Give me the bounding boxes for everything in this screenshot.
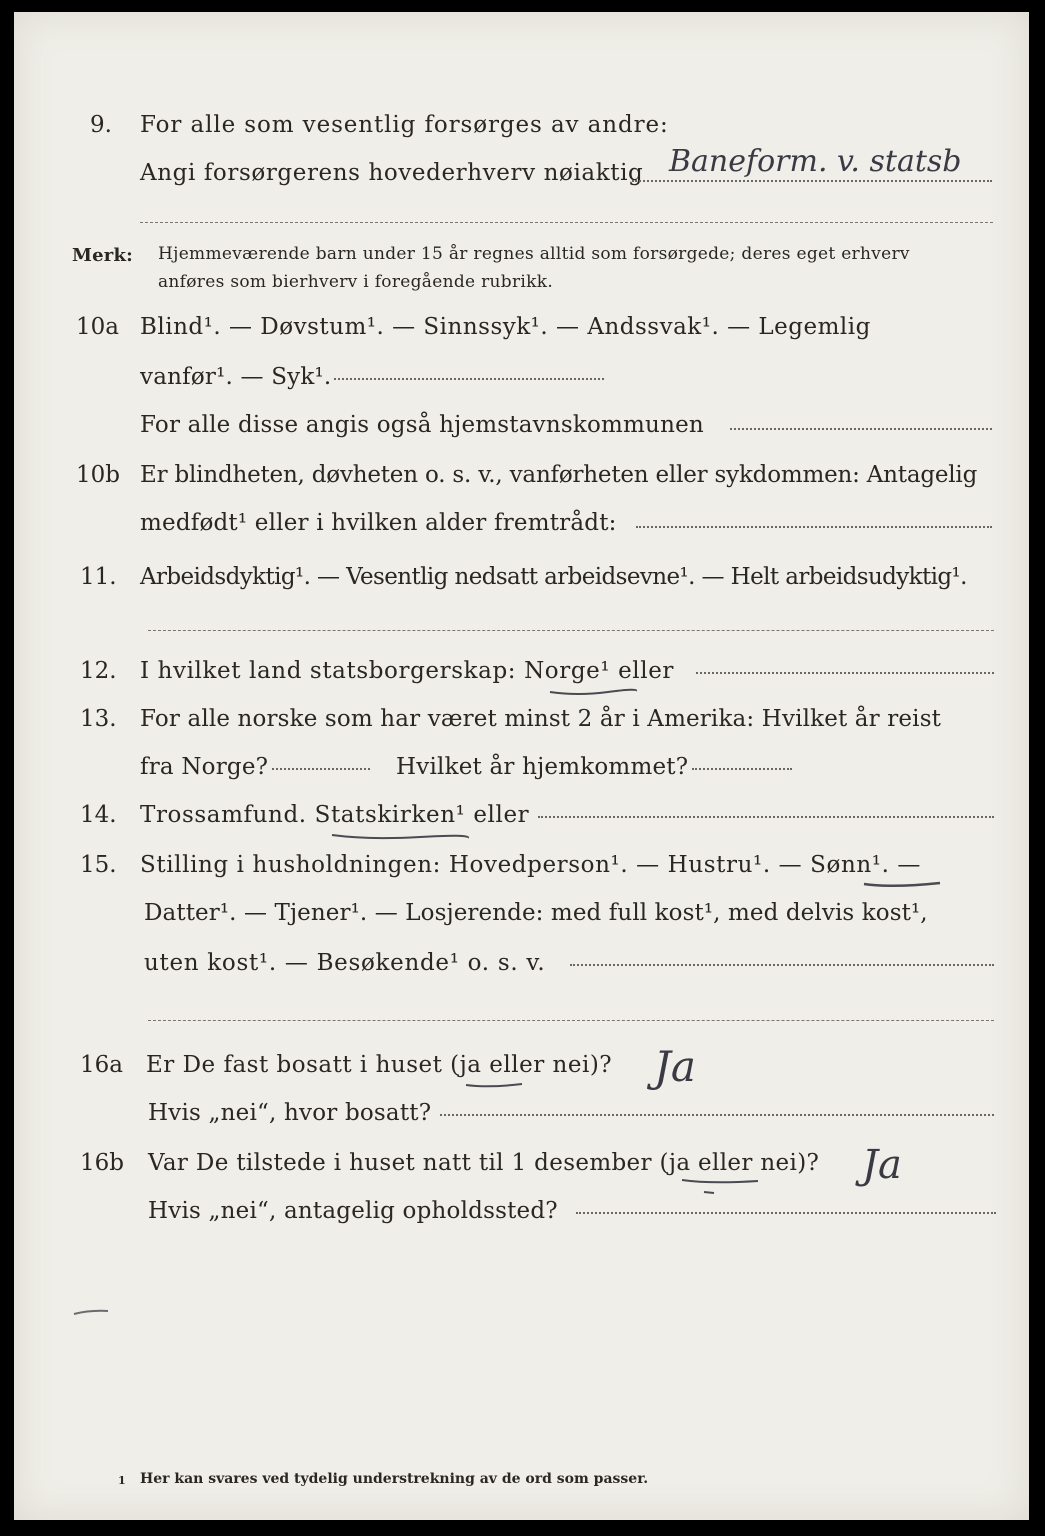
q10b-number: 10b (76, 462, 120, 488)
q15-line1: Stilling i husholdningen: Hovedperson¹. — Hustru¹. — Sønn¹. — (140, 852, 922, 878)
q15-extra-line (148, 1020, 994, 1021)
q16b-ja-underline (680, 1176, 760, 1198)
q9-text-line2: Angi forsørgerens hovederhverv nøiaktig (140, 160, 644, 186)
q15-number: 15. (80, 852, 117, 878)
q13-line2a: fra Norge? (140, 754, 269, 780)
q14-statskirken-underline (330, 830, 470, 844)
q16a-ja-underline (464, 1080, 524, 1090)
q16b-line2: Hvis „nei“, antagelig opholdssted? (148, 1198, 558, 1224)
q10a-syk-line (334, 378, 604, 380)
q9-handwritten-answer: Baneform. v. statsb (669, 144, 962, 179)
q11-extra-line (148, 630, 994, 631)
q10a-line3: For alle disse angis også hjemstavnskommunen (140, 412, 704, 438)
q12-answer-line (696, 672, 994, 674)
q15-line2: Datter¹. — Tjener¹. — Losjerende: med full kost¹, med delvis kost¹, (144, 900, 928, 926)
q13-line1: For alle norske som har været minst 2 år i Amerika: Hvilket år reist (140, 706, 942, 732)
merk-label: Merk: (72, 245, 133, 266)
q10b-line2: medfødt¹ eller i hvilken alder fremtrådt: (140, 510, 617, 536)
q16a-answer-line (440, 1114, 994, 1116)
q16a-line1: Er De fast bosatt i huset (ja eller nei)? (146, 1052, 613, 1078)
q16b-number: 16b (80, 1150, 124, 1176)
q12-line1: I hvilket land statsborgerskap: Norge¹ eller (140, 658, 675, 684)
q12-norge-underline (548, 686, 638, 698)
q14-number: 14. (80, 802, 117, 828)
q9-extra-line (140, 222, 993, 223)
q10a-line1: Blind¹. — Døvstum¹. — Sinnssyk¹. — Andssvak¹. — Legemlig (140, 314, 871, 340)
stray-pencil-mark (72, 1308, 112, 1318)
q16a-number: 16a (80, 1052, 123, 1078)
footnote-text: Her kan svares ved tydelig understrekning av de ord som passer. (140, 1471, 649, 1487)
q14-line1: Trossamfund. Statskirken¹ eller (140, 802, 530, 828)
q10a-hjemstavn-line (730, 428, 992, 430)
q13-line2b: Hvilket år hjemkommet? (396, 754, 689, 780)
q12-number: 12. (80, 658, 117, 684)
q9-answer-line (632, 180, 992, 182)
q11-line1: Arbeidsdyktig¹. — Vesentlig nedsatt arbeidsevne¹. — Helt arbeidsudyktig¹. (140, 564, 967, 590)
q10a-number: 10a (76, 314, 119, 340)
q15-sonn-underline (862, 878, 942, 890)
q15-answer-line (570, 964, 994, 966)
q10b-answer-line (636, 526, 992, 528)
merk-line1: Hjemmeværende barn under 15 år regnes alltid som forsørgede; deres eget erhverv (158, 244, 910, 264)
census-form-page (14, 12, 1029, 1520)
q13-reist-line (272, 768, 370, 770)
q9-text-line1: For alle som vesentlig forsørges av andre: (140, 112, 669, 138)
q13-number: 13. (80, 706, 117, 732)
footnote-mark: 1 (118, 1474, 126, 1487)
q14-answer-line (538, 816, 994, 818)
q10b-line1: Er blindheten, døvheten o. s. v., vanførheten eller sykdommen: Antagelig (140, 462, 978, 488)
q16a-handwritten-answer: Ja (654, 1042, 696, 1091)
q10a-line2: vanfør¹. — Syk¹. (140, 364, 332, 390)
q9-number: 9. (90, 112, 112, 138)
q16b-handwritten-answer: Ja (862, 1142, 902, 1188)
q16a-line2: Hvis „nei“, hvor bosatt? (148, 1100, 432, 1126)
q11-number: 11. (80, 564, 117, 590)
q13-hjemkommet-line (692, 768, 792, 770)
q15-line3: uten kost¹. — Besøkende¹ o. s. v. (144, 950, 546, 976)
q16b-line1: Var De tilstede i huset natt til 1 desember (ja eller nei)? (148, 1150, 820, 1176)
merk-line2: anføres som bierhverv i foregående rubrikk. (158, 272, 554, 292)
q16b-answer-line (576, 1212, 996, 1214)
